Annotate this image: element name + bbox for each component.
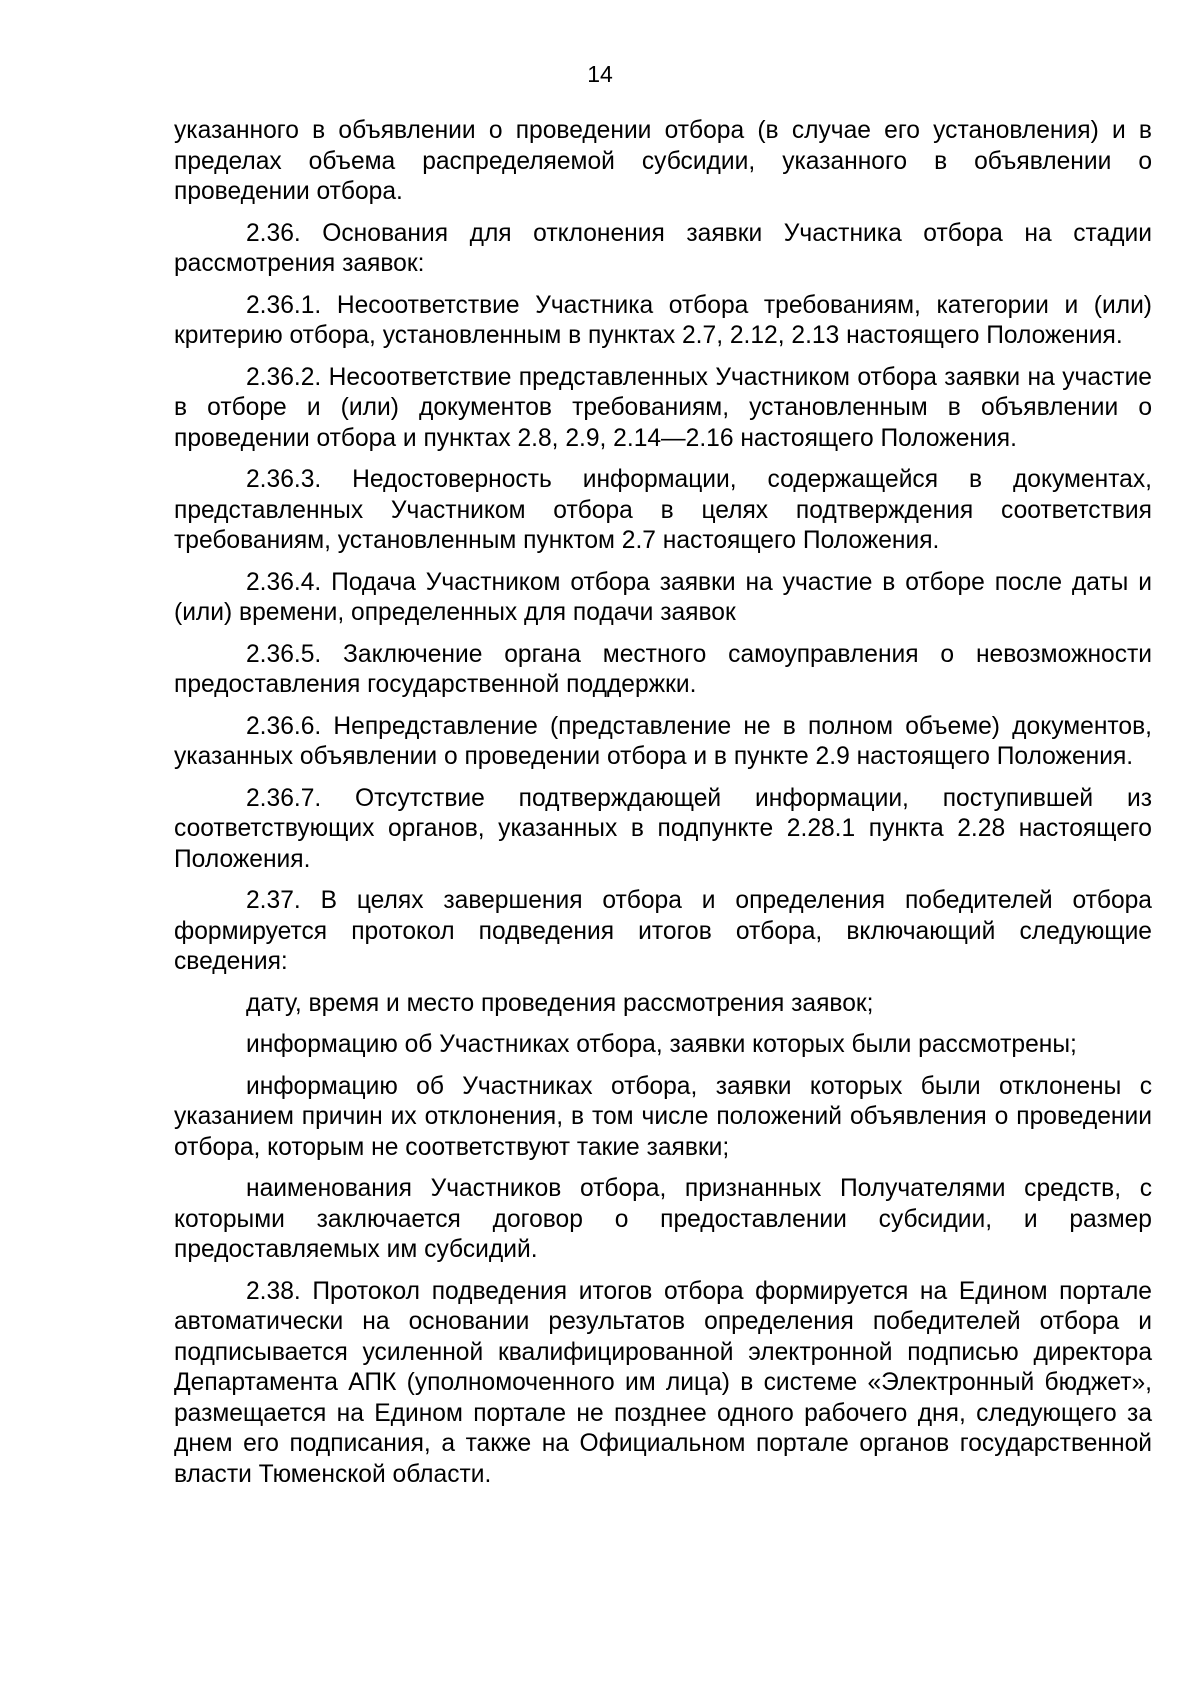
paragraph-continuation: указанного в объявлении о проведении отбора (в случае его установления) и в пределах объема распределяемой субсидии, указанного в объявлении о проведении отбора. <box>174 117 1152 205</box>
paragraph-2-36-2: 2.36.2. Несоответствие представленных Участником отбора заявки на участие в отборе и (или) документов требованиям, установленным в объявлении о проведении отбора и пунктах 2.8, 2.9, 2.14—2.16 настоящего Положения. <box>174 363 1152 452</box>
document-body <box>174 116 1152 1501</box>
list-item-recipients: наименования Участников отбора, признанных Получателями средств, с которыми заключается договор о предоставлении субсидии, и размер предоставляемых им субсидий. <box>174 1175 1152 1263</box>
paragraph-2-36: 2.36. Основания для отклонения заявки Участника отбора на стадии рассмотрения заявок: <box>174 219 1152 277</box>
paragraph-2-37: 2.37. В целях завершения отбора и определения победителей отбора формируется протокол подведения итогов отбора, включающий следующие сведения: <box>174 887 1152 975</box>
paragraph-2-36-5: 2.36.5. Заключение органа местного самоуправления о невозможности предоставления государственной поддержки. <box>174 640 1152 698</box>
paragraph-2-36-6: 2.36.6. Непредставление (представление не в полном объеме) документов, указанных объявлении о проведении отбора и в пункте 2.9 настоящего Положения. <box>174 712 1152 770</box>
paragraph-2-36-1: 2.36.1. Несоответствие Участника отбора требованиям, категории и (или) критерию отбора, установленным в пунктах 2.7, 2.12, 2.13 настоящего Положения. <box>174 291 1152 349</box>
list-item-date-time-place: дату, время и место проведения рассмотрения заявок; <box>246 989 874 1017</box>
paragraph-2-36-7: 2.36.7. Отсутствие подтверждающей информации, поступившей из соответствующих органов, указанных в подпункте 2.28.1 пункта 2.28 настоящего Положения. <box>174 784 1152 873</box>
page-number: 14 <box>587 61 613 87</box>
list-item-rejected-applicants: информацию об Участниках отбора, заявки которых были отклонены с указанием причин их отклонения, в том числе положений объявления о проведении отбора, которым не соответствуют такие заявки; <box>174 1072 1152 1161</box>
paragraph-2-38: 2.38. Протокол подведения итогов отбора формируется на Едином портале автоматически на основании результатов определения победителей отбора и подписывается усиленной квалифицированной электронной подписью директора Департамента АПК (уполномоченного им лица) в системе «Электронный бюджет», размещается на Едином портале не позднее одного рабочего дня, следующего за днем его подписания, а также на Официальном портале органов государственной власти Тюменской области. <box>174 1277 1152 1488</box>
paragraph-2-36-4: 2.36.4. Подача Участником отбора заявки на участие в отборе после даты и (или) времени, определенных для подачи заявок <box>174 568 1152 626</box>
paragraph-2-36-3: 2.36.3. Недостоверность информации, содержащейся в документах, представленных Участником отбора в целях подтверждения соответствия требованиям, установленным пунктом 2.7 настоящего Положения. <box>174 466 1152 554</box>
list-item-reviewed-applicants: информацию об Участниках отбора, заявки которых были рассмотрены; <box>246 1031 1077 1058</box>
